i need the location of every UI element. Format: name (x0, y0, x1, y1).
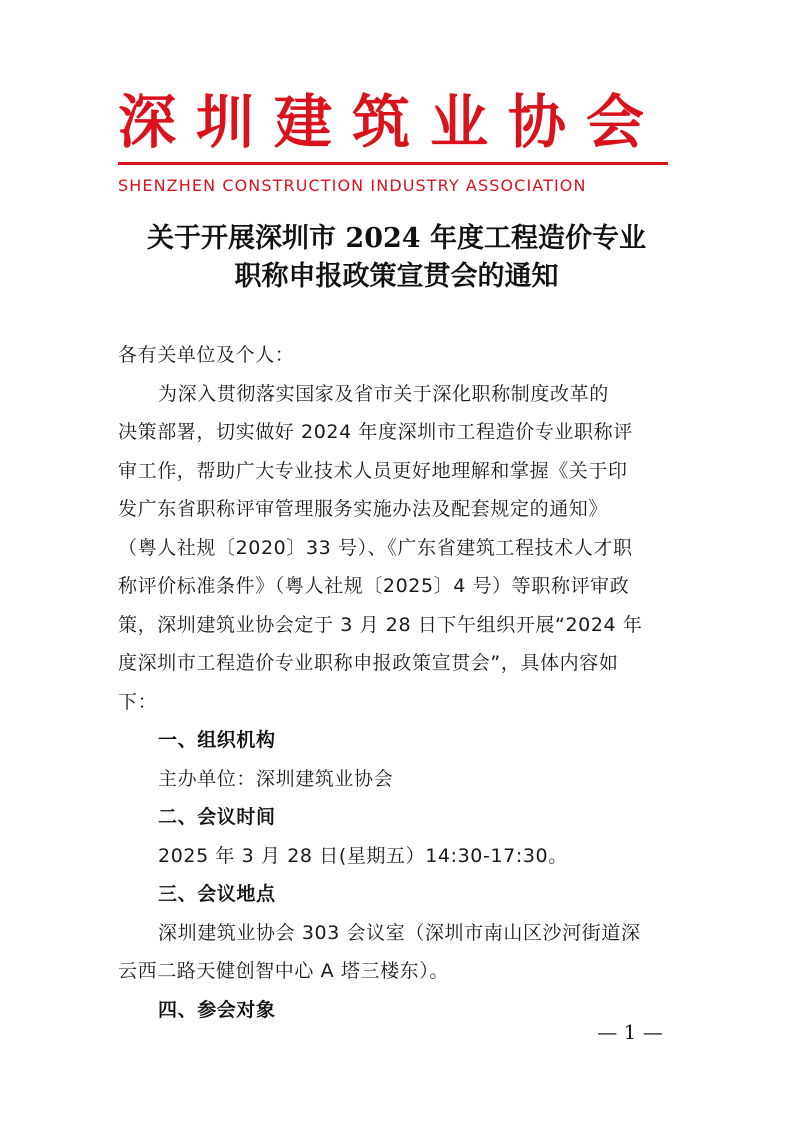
section-content (118, 837, 678, 876)
intro-paragraph (118, 375, 678, 722)
paragraph-line: 策，深圳建筑业协会定于 3 月 28 日下午组织开展“2024 年 (118, 613, 643, 636)
paragraph-line: 下： (118, 690, 158, 713)
paragraph-line: 深圳建筑业协会 303 会议室（深圳市南山区沙河街道深 (158, 921, 641, 944)
org-name-cn: 深圳建筑业协会 (118, 88, 665, 156)
page-number: — 1 — (597, 1020, 663, 1044)
paragraph-line: 云西二路天健创智中心 A 塔三楼东）。 (118, 960, 449, 982)
title-line: 关于开展深圳市 2024 年度工程造价专业 (147, 223, 646, 254)
paragraph-line: 2025 年 3 月 28 日(星期五）14:30-17:30。 (158, 844, 568, 867)
paragraph-line: 审工作，帮助广大专业技术人员更好地理解和掌握《关于印 (118, 459, 628, 482)
paragraph-line: 称评价标准条件》（粤人社规〔2025〕4 号）等职称评审政 (118, 575, 630, 597)
salutation: 各有关单位及个人： (118, 344, 295, 366)
section-content (118, 760, 678, 799)
section-heading: 二、会议时间 (158, 806, 276, 828)
section-content (118, 914, 678, 991)
title-line: 职称申报政策宣贯会的通知 (234, 261, 559, 292)
org-name-en: SHENZHEN CONSTRUCTION INDUSTRY ASSOCIATION (118, 176, 587, 195)
section-heading: 三、会议地点 (158, 883, 276, 905)
paragraph-line: 发广东省职称评审管理服务实施办法及配套规定的通知》 (118, 498, 609, 520)
paragraph-line: 为深入贯彻落实国家及省市关于深化职称制度改革的 (158, 382, 609, 405)
paragraph-line: 主办单位：深圳建筑业协会 (158, 767, 394, 790)
document-title (100, 220, 693, 296)
paragraph-line: 决策部署，切实做好 2024 年度深圳市工程造价专业职称评 (118, 421, 633, 443)
header-divider (118, 162, 668, 165)
paragraph-line: （粤人社规〔2020〕33 号）、《广东省建筑工程技术人才职 (118, 536, 633, 559)
section-heading: 一、组织机构 (158, 729, 276, 751)
paragraph-line: 度深圳市工程造价专业职称申报政策宣贯会”，具体内容如 (118, 652, 619, 674)
section-heading: 四、参会对象 (158, 998, 276, 1021)
document-body (118, 336, 678, 1029)
